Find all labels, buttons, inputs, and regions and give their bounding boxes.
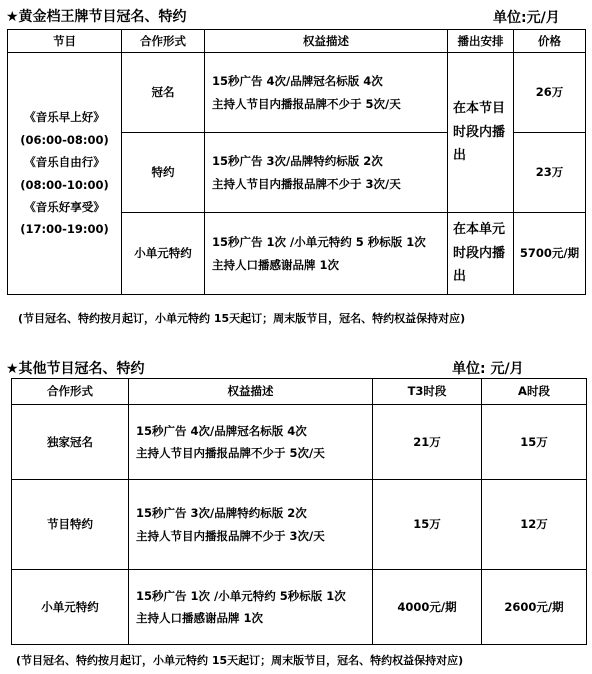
header-form: 合作形式 bbox=[122, 30, 205, 53]
header-benefits: 权益描述 bbox=[205, 30, 448, 53]
section2-unit: 单位: 元/月 bbox=[452, 361, 524, 377]
desc-cell bbox=[129, 570, 373, 645]
form-cell: 冠名 bbox=[122, 53, 205, 133]
header-benefits: 权益描述 bbox=[129, 379, 373, 405]
section2-title: ★其他节目冠名、特约 bbox=[6, 361, 145, 377]
section1-note: (节目冠名、特约按月起订，小单元特约 15天起订；周末版节目，冠名、特约权益保持对应) bbox=[18, 312, 466, 325]
t3-price-cell: 4000元/期 bbox=[373, 570, 482, 645]
section2-note: (节目冠名、特约按月起订，小单元特约 15天起订；周末版节目，冠名、特约权益保持对应) bbox=[16, 654, 464, 667]
desc-line: 15秒广告 3次/品牌特约标版 2次 bbox=[136, 506, 307, 521]
section1-unit: 单位:元/月 bbox=[493, 10, 560, 26]
price-cell: 5700元/期 bbox=[514, 213, 586, 295]
header-t3: T3时段 bbox=[373, 379, 482, 405]
program-name: 《音乐早上好》 bbox=[24, 110, 105, 125]
form-cell: 小单元特约 bbox=[122, 213, 205, 295]
price-cell: 23万 bbox=[514, 133, 586, 213]
a-price-cell: 15万 bbox=[482, 405, 587, 480]
header-form: 合作形式 bbox=[12, 379, 129, 405]
desc-line: 15秒广告 3次/品牌特约标版 2次 bbox=[212, 154, 383, 169]
a-price-cell: 12万 bbox=[482, 480, 587, 570]
desc-line: 15秒广告 4次/品牌冠名标版 4次 bbox=[212, 74, 383, 89]
table-header-row bbox=[8, 30, 586, 53]
desc-cell bbox=[205, 133, 448, 213]
form-cell: 小单元特约 bbox=[12, 570, 129, 645]
header-price: 价格 bbox=[514, 30, 586, 53]
table-header-row bbox=[12, 379, 587, 405]
section1-title: ★黄金档王牌节目冠名、特约 bbox=[6, 9, 187, 25]
program-list bbox=[8, 53, 122, 295]
program-time: (06:00-08:00) bbox=[20, 132, 109, 147]
table-row bbox=[12, 405, 587, 480]
header-schedule: 播出安排 bbox=[448, 30, 514, 53]
desc-line: 主持人口播感谢品牌 1次 bbox=[212, 257, 340, 272]
price-cell: 26万 bbox=[514, 53, 586, 133]
section1-table bbox=[7, 29, 586, 295]
program-time: (08:00-10:00) bbox=[20, 177, 109, 192]
header-program: 节目 bbox=[8, 30, 122, 53]
desc-line: 主持人节目内播报品牌不少于 3次/天 bbox=[136, 528, 325, 543]
desc-line: 15秒广告 1次 /小单元特约 5秒标版 1次 bbox=[136, 588, 346, 603]
table-row bbox=[12, 480, 587, 570]
program-name: 《音乐自由行》 bbox=[24, 155, 105, 170]
header-a: A时段 bbox=[482, 379, 587, 405]
desc-line: 15秒广告 4次/品牌冠名标版 4次 bbox=[136, 423, 307, 438]
table-row bbox=[12, 570, 587, 645]
desc-line: 主持人节目内播报品牌不少于 5次/天 bbox=[136, 446, 325, 460]
desc-line: 主持人口播感谢品牌 1次 bbox=[136, 611, 264, 625]
form-cell: 独家冠名 bbox=[12, 405, 129, 480]
desc-line: 15秒广告 1次 /小单元特约 5 秒标版 1次 bbox=[212, 235, 426, 250]
t3-price-cell: 21万 bbox=[373, 405, 482, 480]
table-row bbox=[8, 53, 586, 133]
desc-line: 主持人节目内播报品牌不少于 5次/天 bbox=[212, 96, 401, 111]
section2-table bbox=[11, 378, 587, 645]
program-name: 《音乐好享受》 bbox=[24, 199, 105, 214]
form-cell: 节目特约 bbox=[12, 480, 129, 570]
desc-line: 主持人节目内播报品牌不少于 3次/天 bbox=[212, 176, 401, 191]
t3-price-cell: 15万 bbox=[373, 480, 482, 570]
desc-cell bbox=[205, 213, 448, 295]
a-price-cell: 2600元/期 bbox=[482, 570, 587, 645]
form-cell: 特约 bbox=[122, 133, 205, 213]
schedule-cell: 在本单元时段内播出 bbox=[448, 213, 514, 295]
desc-cell bbox=[205, 53, 448, 133]
desc-cell bbox=[129, 405, 373, 480]
program-time: (17:00-19:00) bbox=[20, 222, 109, 237]
schedule-cell: 在本节目时段内播出 bbox=[448, 53, 514, 213]
desc-cell bbox=[129, 480, 373, 570]
